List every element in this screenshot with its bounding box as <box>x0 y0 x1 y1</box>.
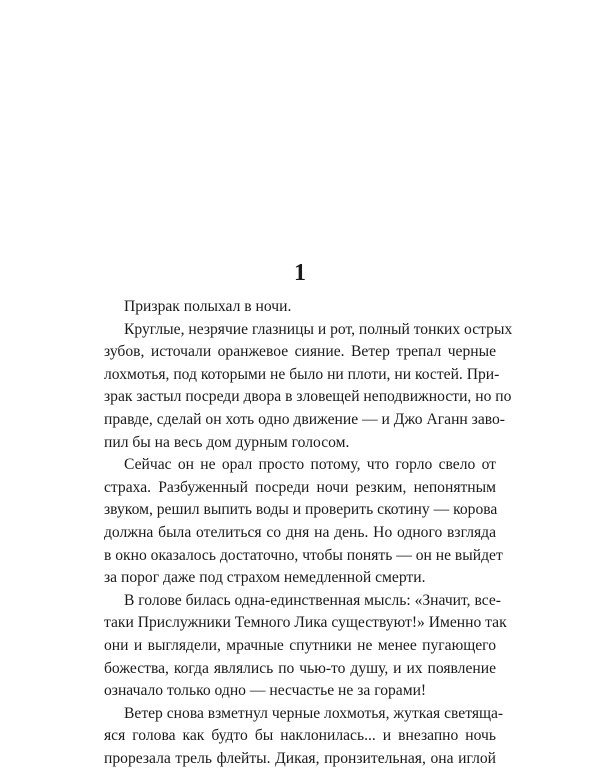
text-line: Сейчас он не орал просто потому, что горло свело от <box>124 456 496 474</box>
text-line: таки Прислужники Темного Лика существуют!» Именно так <box>104 614 507 632</box>
text-line: прорезала трель флейты. Дикая, пронзительная, она иглой <box>104 749 496 767</box>
text-line: В голове билась одна-единственная мысль: «Значит, все- <box>124 591 501 609</box>
text-line: Ветер снова взметнул черные лохмотья, жуткая светяща- <box>124 704 504 722</box>
text-line: звуком, решил выпить воды и проверить скотину — корова <box>104 501 498 519</box>
text-line: Призрак полыхал в ночи. <box>124 298 292 315</box>
chapter-number: 1 <box>294 260 306 286</box>
text-line: Круглые, незрячие глазницы и рот, полный тонких острых <box>124 320 513 338</box>
text-line: означало только одно — несчастье не за горами! <box>104 682 427 700</box>
text-line: они и выглядели, мрачные спутники не менее пугающего <box>104 636 496 654</box>
text-line: лохмотья, под которыми не было ни плоти, ни костей. При- <box>104 365 500 383</box>
text-line: божества, когда являлись по чью-то душу, и их появление <box>104 659 496 677</box>
text-line: страха. Разбуженный посреди ночи резким, непонятным <box>104 478 496 496</box>
text-line: в окно оказалось достаточно, чтобы понять — он не выйдет <box>104 546 503 564</box>
text-line: должна была отелиться со дня на день. Но одного взгляда <box>104 523 496 541</box>
text-line: за порог даже под страхом немедленной смерти. <box>104 569 426 587</box>
text-line: пил бы на весь дом дурным голосом. <box>104 433 350 451</box>
text-line: зубов, источали оранжевое сияние. Ветер трепал черные <box>104 343 496 361</box>
text-line: яся голова как будто бы наклонилась... и внезапно ночь <box>104 727 496 745</box>
text-line: зрак застыл посреди двора в зловещей неподвижности, но по <box>104 388 512 406</box>
body-text <box>104 296 513 770</box>
text-line: правде, сделай он хоть одно движение — и Джо Аганн заво- <box>104 410 505 428</box>
